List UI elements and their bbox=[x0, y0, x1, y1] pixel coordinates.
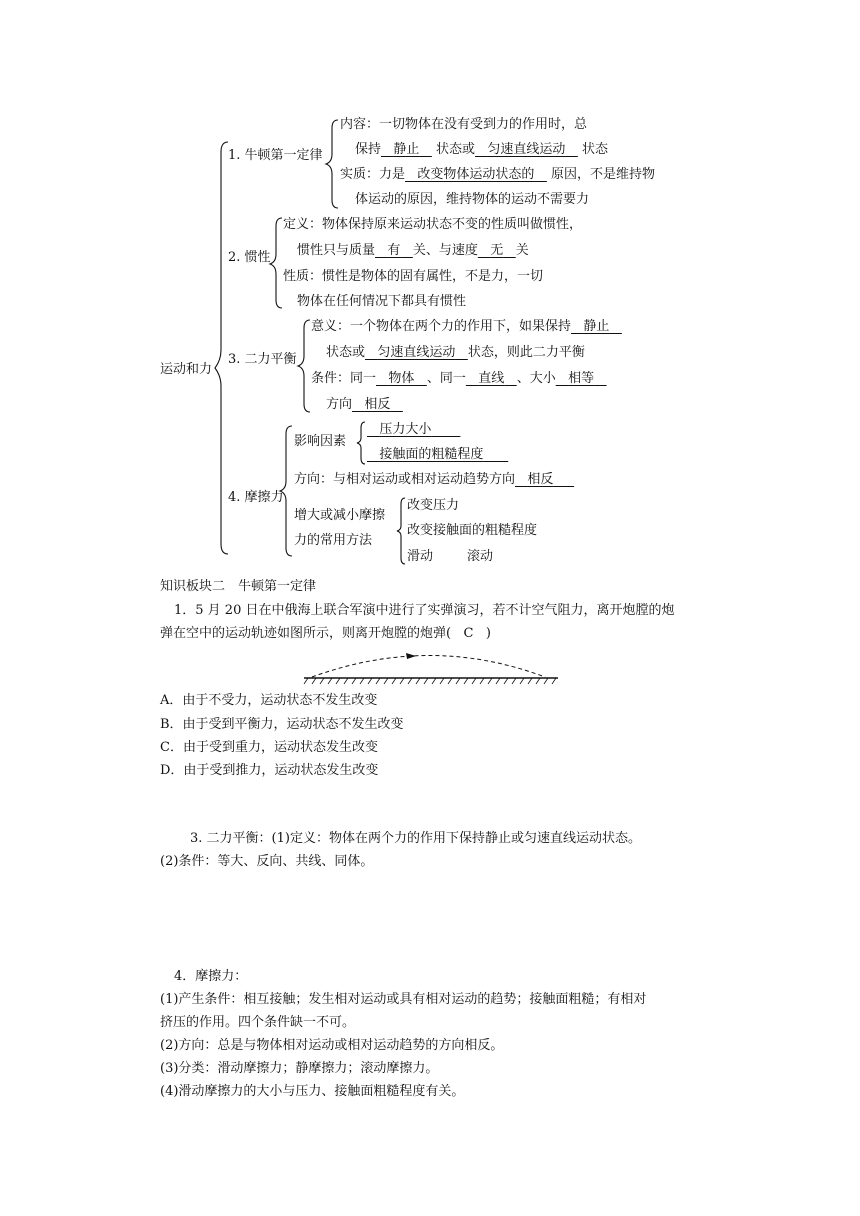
method-rolling: 滑动 滚动 bbox=[407, 549, 494, 564]
newton-brace-icon bbox=[324, 118, 340, 210]
friction-note-1b: 挤压的作用。四个条件缺一不可。 bbox=[160, 1015, 356, 1030]
blank-line: 直线 bbox=[478, 371, 505, 386]
option-d: D．由于受到推力，运动状态发生改变 bbox=[160, 763, 379, 778]
newton-essence-line2: 体运动的原因，维持物体的运动不需要力 bbox=[355, 192, 590, 207]
section-friction-label: 4. 摩擦力 bbox=[228, 490, 284, 505]
blank-static: 静止 bbox=[393, 142, 420, 157]
friction-note-2: (2)方向：总是与物体相对运动或相对运动趋势的方向相反。 bbox=[160, 1038, 504, 1053]
friction-note-title: 4．摩擦力： bbox=[174, 969, 248, 984]
balance-note-line1: 3. 二力平衡：(1)定义：物体在两个力的作用下保持静止或匀速直线运动状态。 bbox=[190, 831, 641, 846]
blank-cause: 改变物体运动状态的 bbox=[417, 167, 535, 182]
blank-opposite: 相反 bbox=[364, 397, 391, 412]
factor-roughness bbox=[367, 446, 508, 464]
inertia-prop-line2: 物体在任何情况下都具有惯性 bbox=[297, 294, 467, 309]
option-b: B．由于受到平衡力，运动状态不发生改变 bbox=[160, 717, 404, 732]
friction-brace-icon bbox=[278, 424, 294, 558]
friction-note-1a: (1)产生条件：相互接触；发生相对运动或具有相对运动的趋势；接触面粗糙；有相对 bbox=[160, 992, 647, 1007]
newton-essence-line1: 实质：力是 改变物体运动状态的 原因，不是维持物 bbox=[340, 167, 655, 182]
trajectory-path bbox=[312, 656, 545, 678]
blank-pressure: 压力大小 bbox=[379, 422, 432, 437]
method-pressure: 改变压力 bbox=[407, 498, 460, 513]
friction-factors-label: 影响因素 bbox=[294, 434, 347, 449]
blank-equal: 相等 bbox=[568, 371, 595, 386]
trajectory-arrow-icon bbox=[406, 653, 416, 659]
module2-heading: 知识板块二 牛顿第一定律 bbox=[160, 579, 317, 594]
blank-uniform: 匀速直线运动 bbox=[487, 142, 566, 157]
inertia-brace-icon bbox=[268, 216, 284, 310]
blank-mass: 有 bbox=[387, 243, 401, 258]
blank-object: 物体 bbox=[388, 371, 415, 386]
root-label: 运动和力 bbox=[160, 362, 213, 377]
methods-brace-icon bbox=[395, 496, 407, 566]
question1-line2: 弹在空中的运动轨迹如图所示，则离开炮膛的炮弹( C ) bbox=[160, 626, 491, 641]
blank-speed: 无 bbox=[490, 243, 504, 258]
balance-meaning-line1: 意义：一个物体在两个力的作用下，如果保持 静止 bbox=[311, 318, 622, 336]
friction-methods-line2: 力的常用方法 bbox=[294, 533, 373, 548]
factor-pressure bbox=[367, 421, 460, 439]
inertia-prop-line1: 性质：惯性是物体的固有属性，不是力，一切 bbox=[283, 269, 544, 284]
option-c: C．由于受到重力，运动状态发生改变 bbox=[160, 740, 378, 755]
friction-methods-line1: 增大或减小摩擦 bbox=[294, 508, 386, 523]
method-roughness: 改变接触面的粗糙程度 bbox=[407, 523, 538, 538]
ground-hatch bbox=[304, 678, 556, 684]
section-inertia-label: 2. 惯性 bbox=[228, 250, 271, 265]
balance-note-line2: (2)条件：等大、反向、共线、同体。 bbox=[160, 854, 374, 869]
newton-content-line1: 内容：一切物体在没有受到力的作用时，总 bbox=[340, 117, 588, 132]
balance-direction-line: 方向 相反 bbox=[326, 396, 403, 414]
balance-meaning-line2: 状态或 匀速直线运动 状态，则此二力平衡 bbox=[326, 345, 585, 360]
trajectory-diagram bbox=[300, 648, 560, 688]
newton-content-line2: 保持 静止 状态或 匀速直线运动 状态 bbox=[355, 142, 608, 157]
balance-brace-icon bbox=[296, 318, 312, 414]
option-a: A．由于不受力，运动状态不发生改变 bbox=[160, 693, 378, 708]
question1-line1: 1．5 月 20 日在中俄海上联合军演中进行了实弹演习，若不计空气阻力，离开炮膛的炮 bbox=[174, 603, 675, 618]
section-balance-label: 3. 二力平衡 bbox=[228, 352, 297, 367]
blank-friction-opposite: 相反 bbox=[527, 472, 554, 487]
inertia-def-line1: 定义：物体保持原来运动状态不变的性质叫做惯性， bbox=[283, 217, 583, 232]
blank-balance-uniform: 匀速直线运动 bbox=[377, 345, 456, 360]
blank-balance-static: 静止 bbox=[583, 319, 610, 334]
blank-roughness: 接触面的粗糙程度 bbox=[379, 447, 484, 462]
factors-brace-icon bbox=[355, 420, 367, 466]
friction-direction-line: 方向：与相对运动或相对运动趋势方向 相反 bbox=[294, 471, 574, 489]
balance-condition-line: 条件：同一 物体 、同一 直线 、大小 相等 bbox=[311, 370, 607, 388]
friction-note-3: (3)分类：滑动摩擦力；静摩擦力；滚动摩擦力。 bbox=[160, 1061, 439, 1076]
inertia-def-line2: 惯性只与质量 有 关、与速度 无 关 bbox=[297, 243, 529, 258]
question1-answer: C bbox=[463, 626, 474, 641]
friction-note-4: (4)滑动摩擦力的大小与压力、接触面粗糙程度有关。 bbox=[160, 1084, 465, 1099]
section-newton-label: 1. 牛顿第一定律 bbox=[228, 148, 323, 163]
